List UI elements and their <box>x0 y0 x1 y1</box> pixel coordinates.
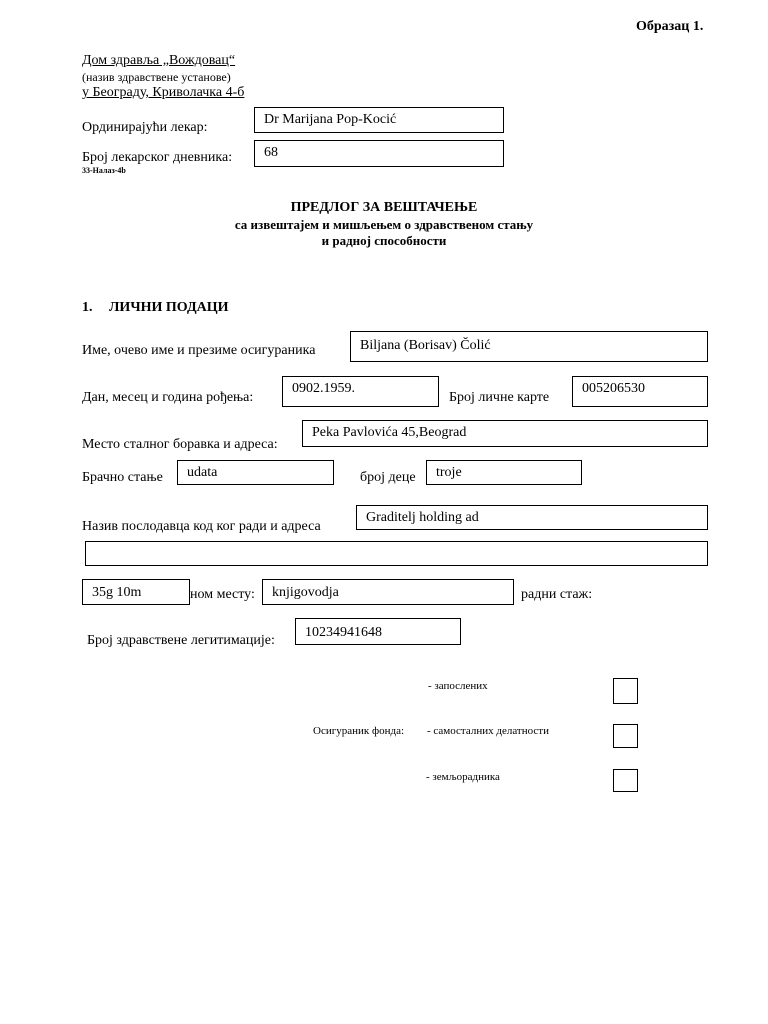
doctor-label: Ординирајући лекар: <box>82 120 208 135</box>
insurance-option-farmer-checkbox[interactable] <box>613 769 638 792</box>
children-field[interactable]: troje <box>426 460 582 485</box>
institution-caption: (назив здравствене установе) <box>82 70 231 84</box>
insurance-option-employed-checkbox[interactable] <box>613 678 638 704</box>
children-label: број деце <box>360 470 416 485</box>
employer-field-line2[interactable] <box>85 541 708 566</box>
residence-field[interactable]: Peka Pavlovića 45,Beograd <box>302 420 708 447</box>
institution-address: у Београду, Криволачка 4-б <box>82 85 245 100</box>
section-title: ЛИЧНИ ПОДАЦИ <box>109 300 229 315</box>
doc-subtitle-2: и радној способности <box>321 233 447 248</box>
dob-field[interactable]: 0902.1959. <box>282 376 439 407</box>
journal-code: 33-Налаз-4b <box>82 166 126 175</box>
institution-name: Дом здравља „Вождовац“ <box>82 53 236 68</box>
journal-label: Број лекарског дневника: <box>82 150 233 165</box>
health-card-label: Број здравствене легитимације: <box>87 633 275 648</box>
marital-label: Брачно стање <box>82 470 163 485</box>
id-card-field[interactable]: 005206530 <box>572 376 708 407</box>
employer-field[interactable]: Graditelj holding ad <box>356 505 708 530</box>
id-card-label: Број личне карте <box>449 390 550 405</box>
insurance-option-self-employed-checkbox[interactable] <box>613 724 638 748</box>
insurance-option-farmer-label: - земљорадника <box>426 771 500 783</box>
employer-label: Назив послодавца код ког ради и адреса <box>82 519 321 534</box>
insurance-option-employed-label: - запослених <box>428 680 488 692</box>
marital-field[interactable]: udata <box>177 460 334 485</box>
workplace-label: ном месту: <box>190 587 255 602</box>
residence-label: Место сталног боравка и адреса: <box>82 437 278 452</box>
dob-label: Дан, месец и година рођења: <box>82 390 254 405</box>
doctor-field[interactable]: Dr Marijana Pop-Kocić <box>254 107 504 133</box>
health-card-field[interactable]: 10234941648 <box>295 618 461 645</box>
service-label: радни стаж: <box>521 587 593 602</box>
doc-title: ПРЕДЛОГ ЗА ВЕШТАЧЕЊЕ <box>290 200 478 215</box>
service-years-field[interactable]: 35g 10m <box>82 579 190 605</box>
form-number: Образац 1. <box>636 19 704 34</box>
workplace-field[interactable]: knjigovodja <box>262 579 514 605</box>
insurance-option-self-employed-label: - самосталних делатности <box>427 725 549 737</box>
section-number: 1. <box>82 300 93 315</box>
insured-name-label: Име, очево име и презиме осигураника <box>82 343 316 358</box>
journal-field[interactable]: 68 <box>254 140 504 167</box>
insured-name-field[interactable]: Biljana (Borisav) Čolić <box>350 331 708 362</box>
insurance-fund-label: Осигураник фонда: <box>313 725 405 737</box>
doc-subtitle-1: са извештајем и мишљењем о здравственом стању <box>234 217 534 232</box>
